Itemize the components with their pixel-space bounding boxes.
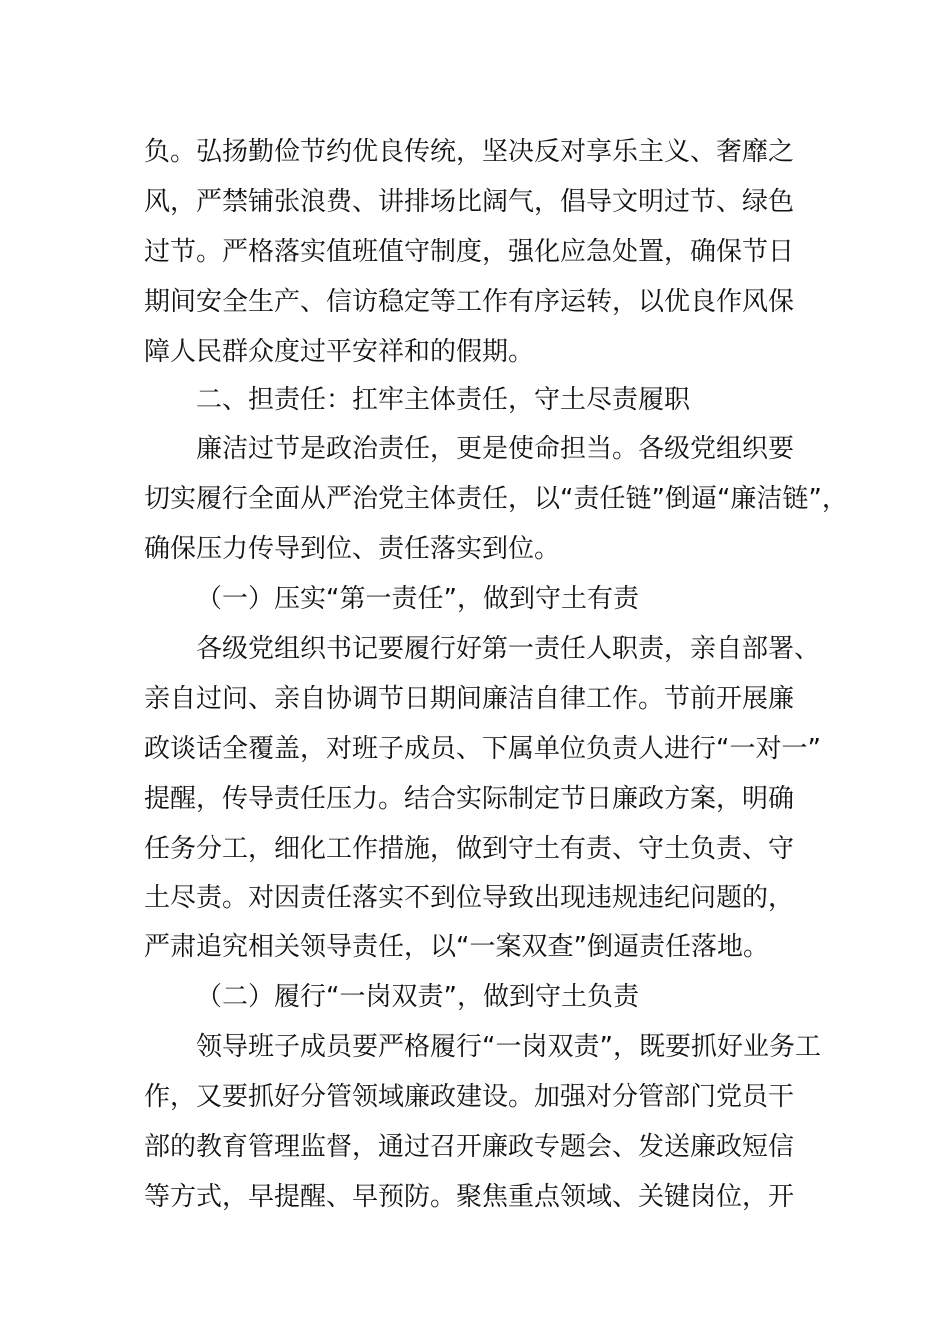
text-line: 严肃追究相关领导责任，以“一案双查”倒逼责任落地。	[144, 932, 769, 962]
text-line: 亲自过问、亲自协调节日期间廉洁自律工作。节前开展廉	[144, 684, 795, 714]
text-line: 切实履行全面从严治党主体责任，以“责任链”倒逼“廉洁链”，	[144, 484, 848, 514]
text-line: 作，又要抓好分管领域廉政建设。加强对分管部门党员干	[144, 1082, 795, 1112]
text-line: 土尽责。对因责任落实不到位导致出现违规违纪问题的，	[144, 883, 795, 913]
text-line: 部的教育管理监督，通过召开廉政专题会、发送廉政短信	[144, 1132, 795, 1162]
text-line: 障人民群众度过平安祥和的假期。	[144, 337, 535, 367]
text-line: 廉洁过节是政治责任，更是使命担当。各级党组织要	[196, 434, 795, 464]
text-line: 提醒，传导责任压力。结合实际制定节日廉政方案，明确	[144, 784, 795, 814]
text-line: 风，严禁铺张浪费、讲排场比阔气，倡导文明过节、绿色	[144, 187, 795, 217]
text-line: 政谈话全覆盖，对班子成员、下属单位负责人进行“一对一”	[144, 734, 821, 764]
text-line: 过节。严格落实值班值守制度，强化应急处置，确保节日	[144, 237, 795, 267]
text-line: 负。弘扬勤俭节约优良传统，坚决反对享乐主义、奢靡之	[144, 137, 795, 167]
text-line: 确保压力传导到位、责任落实到位。	[144, 534, 561, 564]
text-line: 期间安全生产、信访稳定等工作有序运转，以优良作风保	[144, 287, 795, 317]
text-line: 领导班子成员要严格履行“一岗双责”，既要抓好业务工	[196, 1032, 821, 1062]
text-line: 任务分工，细化工作措施，做到守土有责、守土负责、守	[144, 834, 795, 864]
subsection-heading: （一）压实“第一责任”，做到守土有责	[196, 584, 639, 614]
section-heading: 二、担责任：扛牢主体责任，守土尽责履职	[196, 385, 691, 415]
subsection-heading: （二）履行“一岗双责”，做到守土负责	[196, 982, 639, 1012]
text-line: 等方式，早提醒、早预防。聚焦重点领域、关键岗位，开	[144, 1182, 795, 1212]
text-line: 各级党组织书记要履行好第一责任人职责，亲自部署、	[196, 634, 821, 664]
